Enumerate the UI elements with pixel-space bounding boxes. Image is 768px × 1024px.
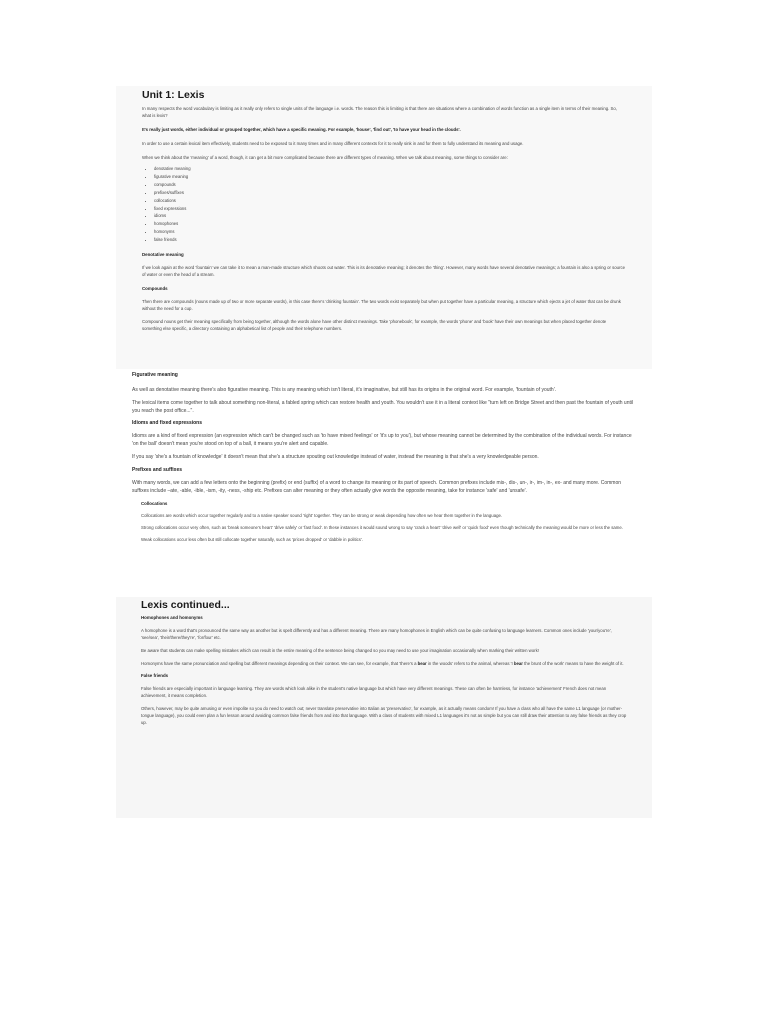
meaning-intro-paragraph: When we think about the 'meaning' of a word, though, it can get a bit more complicated because there are different types of meaning. When we talk about meaning, some things to consider are: bbox=[142, 155, 508, 160]
collocations-block bbox=[132, 500, 636, 543]
homophones-paragraph-1: A homophone is a word that's pronounced the same way as another but is spelt differently and has a different meaning. There are many homophones in English which can be quite confusing to language learners. Common ones include 'your/you're', 'see/sea', 'their/there/they're', 'for/four' etc. bbox=[141, 628, 612, 640]
compounds-paragraph-1: Then there are compounds (nouns made up of two or more separate words), in this case there's 'drinking fountain'. The two words exist separately but when put together have a particular meaning, a structure which ejects a jet of water that can be drunk without the need for a cup. bbox=[142, 299, 621, 312]
list-item: • denotative meaning bbox=[154, 165, 626, 173]
list-item: • fixed expressions bbox=[154, 205, 626, 213]
homonyms-paragraph bbox=[141, 660, 627, 667]
compounds-heading: Compounds bbox=[142, 286, 168, 292]
figurative-paragraph-2: The lexical items come together to talk about something non-literal, a fabled spring which can restore health and youth. You wouldn't use it in a literal context like "turn left on Bridge Street and then past the fountain of youth until you reach the post office...". bbox=[132, 400, 634, 414]
intro-paragraph: In many respects the word vocabulary is limiting as it really only refers to single units of the language i.e. words. The reason this is limiting is that there are situations where a combination of words function as a single item in terms of their meaning. So, what is lexis? bbox=[142, 106, 617, 118]
homonyms-text-b: in the woods' refers to the animal, whereas 'I bbox=[426, 661, 514, 666]
list-item: • false friends bbox=[154, 236, 626, 244]
list-item: • prefixes/suffixes bbox=[154, 189, 626, 197]
list-item: • homonyms bbox=[154, 228, 626, 236]
document-page bbox=[116, 86, 652, 818]
list-item: • homophones bbox=[154, 220, 626, 228]
page-footer-strip bbox=[116, 811, 652, 818]
lexis-continued-title: Lexis continued... bbox=[141, 599, 230, 611]
figurative-heading: Figurative meaning bbox=[132, 372, 178, 378]
unit-title: Unit 1: Lexis bbox=[142, 89, 205, 101]
collocations-paragraph-2: Strong collocations occur very often, such as 'break someone's heart' 'drive safely' or 'fast food'. In these instances it would sound wrong to say 'crack a heart' 'drive well' or 'quick food' even though technically the meaning would be more or less the same. bbox=[141, 525, 623, 530]
false-friends-paragraph-2: Others, however, may be quite amusing or even impolite so you do need to watch out; never translate preservative into Italian as 'preservativo', for example, as it actually means condom! If you have a class who all have the same L1 language (or mother-tongue language), you could even plan a fun lesson around avoiding common false friends from and into that language. With a class of students with mixed L1 languages it's not as simple but you can still draw their attention to any false friends as they crop up. bbox=[141, 706, 627, 725]
meaning-section bbox=[116, 369, 652, 597]
homonyms-text-a: Homonyms have the same pronunciation and spelling but different meanings depending on their context. We can see, for example, that 'there's a bbox=[141, 661, 418, 666]
homonyms-text-c: the brunt of the work' means to have the weight of it. bbox=[522, 661, 624, 666]
list-item: • idioms bbox=[154, 212, 626, 220]
idioms-paragraph-1: Idioms are a kind of fixed expression (an expression which can't be changed such as 'to have mixed feelings' or 'it's up to you'), but whose meaning cannot be determined by the combination of the individual words. For instance 'on the ball' doesn't mean you're stood on top of a ball, it means you're alert and capable. bbox=[132, 433, 632, 447]
collocations-heading: Collocations bbox=[141, 501, 168, 506]
prefixes-heading: Prefixes and suffixes bbox=[132, 467, 183, 473]
denotative-heading: Denotative meaning bbox=[142, 252, 184, 258]
denotative-paragraph: If we look again at the word 'fountain' we can take it to mean a man-made structure which shoots out water. This is its denotative meaning; it denotes the 'thing'. However, many words have several denotative meanings; a fountain is also a spring or source of water or even the head of a stream. bbox=[142, 265, 626, 278]
false-friends-paragraph-1: False friends are especially important in language learning. They are words which look alike in the student's native language but which have very different meanings. These can often be harmless, for instance 'achievement' French does not mean achievement, it means completion. bbox=[141, 686, 607, 698]
considerations-list bbox=[142, 165, 626, 244]
list-item: • compounds bbox=[154, 181, 626, 189]
idioms-heading: Idioms and fixed expressions bbox=[132, 420, 203, 426]
homonyms-bear-1: bear bbox=[417, 661, 427, 666]
list-item: • collocations bbox=[154, 197, 626, 205]
figurative-paragraph-1: As well as denotative meaning there's also figurative meaning. This is any meaning which isn't literal, it's imaginative, but still has its origins in the original word. For example, 'fountain of youth'. bbox=[132, 387, 557, 393]
homophones-heading: Homophones and homonyms bbox=[141, 615, 203, 620]
collocations-paragraph-3: Weak collocations occur less often but still collocate together naturally, such as 'prices dropped' or 'dabble in politics'. bbox=[141, 537, 363, 542]
list-item: • figurative meaning bbox=[154, 173, 626, 181]
prefixes-paragraph: With many words, we can add a few letters onto the beginning (prefix) or end (suffix) of a word to change its meaning or its part of speech. Common prefixes include mis-, dis-, un-, ir-, im-, in-, ex- and many more. Common suffixes include –ate, -able, -ible, -ism, -ity, -ness, -ship etc. Prefixes can alter meaning or they often actually give words the opposite meaning, take for instance 'safe' and 'unsafe'. bbox=[132, 480, 622, 494]
collocations-paragraph-1: Collocations are words which occur together regularly and to a native speaker sound 'right' together. They can be strong or weak depending how often we hear them together in the language. bbox=[141, 513, 503, 518]
exposure-paragraph: In order to use a certain lexical item effectively, students need to be exposed to it many times and in many different contexts for it to really sink in and for them to fully understand its meaning and usage. bbox=[142, 141, 524, 146]
homonyms-bear-2: bear bbox=[513, 661, 523, 666]
false-friends-heading: False friends bbox=[141, 673, 169, 678]
lexis-continued-section bbox=[116, 597, 652, 811]
definition-paragraph: It's really just words, either individual or grouped together, which have a specific meaning. For example, 'house', 'find out', 'to have your head in the clouds'. bbox=[142, 127, 461, 132]
idioms-paragraph-2: If you say 'she's a fountain of knowledge' it doesn't mean that she's a structure spouting out knowledge instead of water, instead the meaning is that she's a very knowledgeable person. bbox=[132, 454, 539, 460]
compounds-paragraph-2: Compound nouns get their meaning specifically from being together, although the words alone have other distinct meanings. Take 'phonebook', for example, the words 'phone' and 'book' have their own meanings but when placed together denote something else specific, a directory containing an alphabetical list of people and their telephone numbers. bbox=[142, 319, 607, 332]
homophones-paragraph-2: Be aware that students can make spelling mistakes which can result in the entire meaning of the sentence being changed so you may need to use your imagination occasionally when marking their written work! bbox=[141, 648, 539, 653]
unit1-section bbox=[116, 86, 652, 369]
